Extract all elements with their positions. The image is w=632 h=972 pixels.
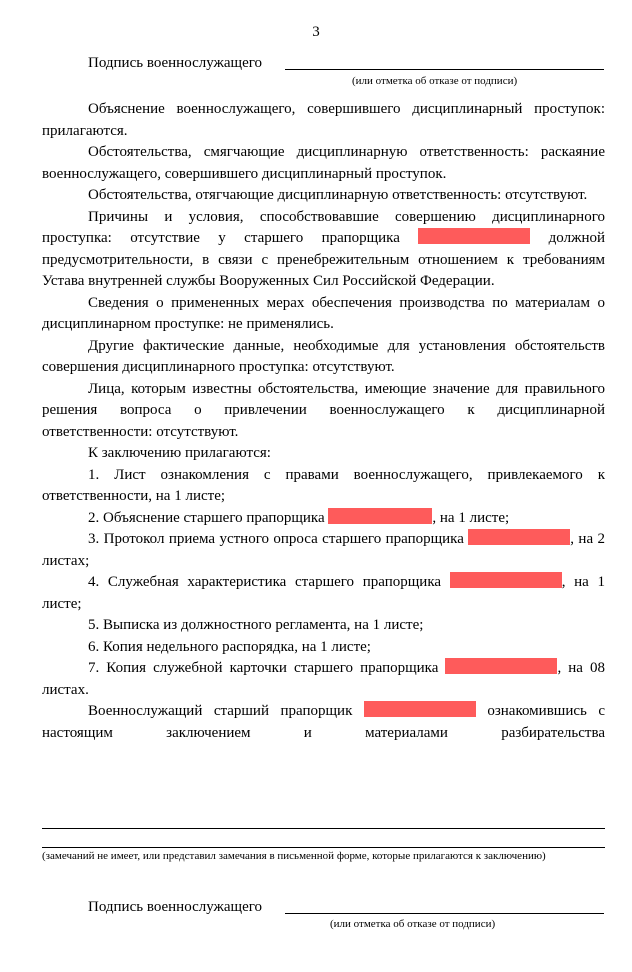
causes-text-a: Причины и условия, способствовавшие совершению дисциплинарного проступка: отсутствие у старшего прапорщика [42, 208, 605, 246]
attachment-7-text: 7. Копия служебной карточки старшего прапорщика [88, 660, 439, 676]
attachment-item-6: 6. Копия недельного распорядка, на 1 листе; [88, 638, 371, 655]
redacted-name [468, 529, 570, 545]
attachment-2-suffix: , на 1 листе; [432, 509, 510, 526]
redacted-name [328, 508, 432, 524]
paragraph-attachments-heading: К заключению прилагаются: [88, 445, 271, 461]
paragraph-measures: Сведения о примененных мерах обеспечения производства по материалам о дисциплинарном проступке: не применялись. [42, 294, 605, 332]
paragraph-causes [42, 207, 605, 293]
redacted-name [445, 658, 557, 674]
attachment-2-text: 2. Объяснение старшего прапорщика [88, 509, 325, 526]
attachment-item-7 [42, 658, 605, 701]
causes-text-b: должной предусмотрительности, в связи с пренебрежительным отношением к требованиям Устава внутренней службы Вооруженных Сил Российской Федерации. [42, 230, 605, 289]
attachment-item-5: 5. Выписка из должностного регламента, на 1 листе; [88, 617, 424, 633]
remark-hint: (замечаний не имеет, или представил замечания в письменной форме, которые прилагаются к заключению) [42, 850, 546, 862]
attachment-item-4 [42, 572, 605, 615]
signature-line [285, 69, 604, 70]
signature-row-top [88, 53, 604, 75]
paragraph-other-data: Другие фактические данные, необходимые для установления обстоятельств совершения дисциплинарного проступка: отсутствуют. [42, 337, 605, 375]
attachment-item-1: 1. Лист ознакомления с правами военнослужащего, привлекаемого к ответственности, на 1 листе; [42, 466, 605, 504]
paragraph-witnesses: Лица, которым известны обстоятельства, имеющие значение для правильного решения вопроса о привлечении военнослужащего к дисциплинарной ответственности: отсутствуют. [42, 380, 605, 440]
document-body [42, 99, 605, 744]
signature-row-bottom [88, 897, 604, 919]
remark-line-1 [42, 828, 605, 829]
redacted-name [418, 228, 530, 244]
signature-label: Подпись военнослужащего [88, 55, 263, 71]
remark-line-2 [42, 847, 605, 848]
signature-hint: (или отметка об отказе от подписи) [330, 918, 496, 930]
paragraph-aggravating: Обстоятельства, отягчающие дисциплинарную ответственность: отсутствуют. [88, 187, 588, 203]
page-number: 3 [312, 24, 320, 40]
paragraph-mitigating: Обстоятельства, смягчающие дисциплинарную ответственность: раскаяние военнослужащего, совершившего дисциплинарный проступок. [42, 144, 605, 182]
attachment-3-text: 3. Протокол приема устного опроса старшего прапорщика [88, 531, 464, 547]
attachment-item-3 [42, 529, 605, 572]
acquaint-text-b: ознакомившись с настоящим заключением и материалами разбирательства [42, 703, 605, 741]
paragraph-explanation: Объяснение военнослужащего, совершившего дисциплинарный проступок: прилагаются. [42, 101, 605, 139]
signature-line [285, 913, 604, 914]
paragraph-acquaint [42, 701, 605, 744]
redacted-name [450, 572, 562, 588]
signature-label: Подпись военнослужащего [88, 899, 263, 915]
attachment-3-suffix: , на 2 листах; [42, 531, 606, 569]
attachment-7-suffix: , на 08 листах. [42, 660, 605, 698]
attachment-4-text: 4. Служебная характеристика старшего прапорщика [88, 574, 442, 590]
redacted-name [364, 701, 476, 717]
signature-hint: (или отметка об отказе от подписи) [352, 75, 518, 87]
attachment-4-suffix: , на 1 листе; [42, 574, 606, 612]
acquaint-text-a: Военнослужащий старший прапорщик [88, 703, 353, 719]
attachment-item-2 [42, 508, 605, 530]
